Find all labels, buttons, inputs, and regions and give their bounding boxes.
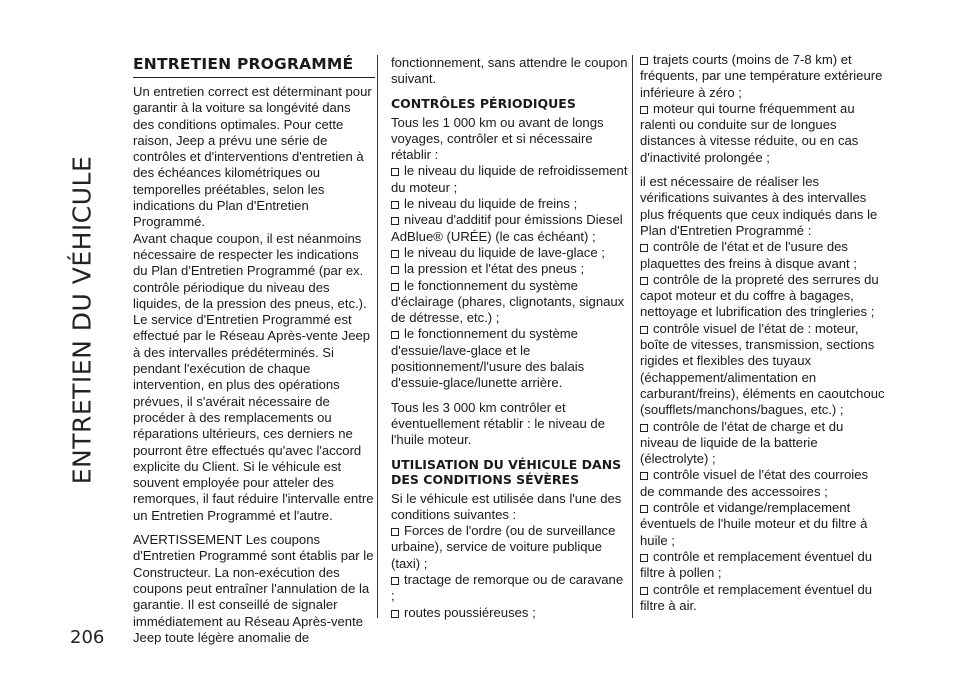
list-item: le niveau du liquide de freins ;: [391, 196, 629, 212]
checkbox-square-icon: [391, 250, 399, 258]
paragraph: Si le véhicule est utilisée dans l'une des conditions suivantes :: [391, 490, 622, 522]
checkbox-square-icon: [640, 472, 648, 480]
paragraph: Tous les 1 000 km ou avant de longs voyages, contrôler et si nécessaire rétablir :: [391, 114, 604, 163]
list-item: le fonctionnement du système d'éclairage (phares, clignotants, signaux de détresse, etc.) ;: [391, 277, 625, 326]
checkbox-square-icon: [640, 326, 648, 334]
checkbox-square-icon: [391, 168, 399, 176]
page-number: 206: [70, 627, 105, 648]
checkbox-square-icon: [640, 244, 648, 252]
checkbox-square-icon: [391, 266, 399, 274]
list-item: contrôle et vidange/remplacement éventuels de l'huile moteur et du filtre à huile ;: [640, 500, 868, 548]
list-item: routes poussiéreuses ;: [391, 605, 629, 621]
bullet-list: [640, 52, 885, 166]
list-item: contrôle et remplacement éventuel du filtre à pollen ;: [640, 548, 873, 581]
checkbox-square-icon: [391, 528, 399, 536]
checkbox-square-icon: [640, 424, 648, 432]
column-divider: [632, 55, 633, 618]
list-item: niveau d'additif pour émissions Diesel AdBlue® (URÉE) (le cas échéant) ;: [391, 212, 623, 244]
checkbox-square-icon: [391, 577, 399, 585]
list-item: la pression et l'état des pneus ;: [391, 261, 629, 277]
checkbox-square-icon: [640, 106, 648, 114]
paragraph: fonctionnement, sans attendre le coupon suivant.: [391, 55, 628, 87]
paragraph-warning: AVERTISSEMENT Les coupons d'Entretien Programmé sont établis par le Constructeur. La non-exécution des coupons peut entraîner l'annulation de la garantie. Il est conseillé de signaler immédiatement au Réseau Après-vente Jeep toute légère anomalie de: [133, 532, 374, 645]
checkbox-square-icon: [640, 277, 648, 285]
checkbox-square-icon: [391, 217, 399, 225]
chapter-side-title: ENTRETIEN DU VÉHICULE: [67, 155, 97, 485]
checkbox-square-icon: [391, 331, 399, 339]
bullet-list: [391, 523, 629, 621]
subsection-heading: UTILISATION DU VÉHICULE DANS DES CONDITIONS SÉVÈRES: [391, 456, 622, 487]
list-item: le fonctionnement du système d'essuie/lave-glace et le positionnement/l'usure des balais d'essuie-glace/lunette arrière.: [391, 326, 585, 391]
paragraph: Avant chaque coupon, il est néanmoins nécessaire de respecter les indications du Plan d'Entretien Programmé (par ex. contrôle périodique du niveau des liquides, de la pression des pneus, etc.). Le service d'Entretien Programmé est effectué par le Réseau Après-vente Jeep à des intervalles prédéterminés. Si pendant l'exécution de chaque intervention, en plus des opérations prévues, il s'avérait nécessaire de procéder à des remplacements ou réparations ultérieurs, ces derniers ne pourront être effectués qu'avec l'accord explicite du Client. Si le véhicule est souvent employée pour atteler des remorques, il faut réduire l'intervalle entre un Entretien Programmé et l'autre.: [133, 230, 374, 523]
list-item: moteur qui tourne fréquemment au ralenti ou conduite sur de longues distances à vitesse réduite, ou en cas d'inactivité prolongée ;: [640, 100, 859, 165]
paragraph: Tous les 3 000 km contrôler et éventuellement rétablir : le niveau de l'huile moteur.: [391, 399, 605, 448]
list-item: Forces de l'ordre (ou de surveillance urbaine), service de voiture publique (taxi) ;: [391, 523, 616, 571]
paragraph: Un entretien correct est déterminant pour garantir à la voiture sa longévité dans des conditions optimales. Pour cette raison, Jeep a prévu une série de contrôles et d'interventions d'entretien à des échéances kilométriques ou temporelles préétables, selon les indications du Plan d'Entretien Programmé.: [133, 84, 372, 230]
bullet-list: [640, 239, 885, 614]
checkbox-square-icon: [391, 610, 399, 618]
list-item: le niveau du liquide de lave-glace ;: [391, 245, 629, 261]
checkbox-square-icon: [640, 554, 648, 562]
list-item: tractage de remorque ou de caravane ;: [391, 572, 624, 604]
list-item: le niveau du liquide de refroidissement du moteur ;: [391, 163, 628, 195]
checkbox-square-icon: [640, 587, 648, 595]
bullet-list: [391, 163, 629, 391]
checkbox-square-icon: [640, 505, 648, 513]
column-1: [133, 55, 375, 646]
column-3: [640, 52, 885, 614]
checkbox-square-icon: [640, 57, 648, 65]
list-item: contrôle de la propreté des serrures du capot moteur et du coffre à bagages, nettoyage et lubrification des tringleries ;: [640, 271, 879, 320]
list-item: contrôle de l'état de charge et du niveau de liquide de la batterie (électrolyte) ;: [640, 418, 844, 467]
checkbox-square-icon: [391, 283, 399, 291]
list-item: contrôle visuel de l'état des courroies de commande des accessoires ;: [640, 467, 869, 499]
list-item: contrôle visuel de l'état de : moteur, boîte de vitesses, transmission, sections rigides et flexibles des tuyaux (échappement/alimentation en carburant/freins), éléments en caoutchouc (soufflets/manchons/bagues, etc.) ;: [640, 320, 885, 418]
paragraph: il est nécessaire de réaliser les vérifications suivantes à des intervalles plus fréquents que ceux indiqués dans le Plan d'Entretien Programmé :: [640, 174, 878, 238]
column-divider: [377, 55, 378, 618]
list-item: contrôle et remplacement éventuel du filtre à air.: [640, 581, 873, 613]
subsection-heading: CONTRÔLES PÉRIODIQUES: [391, 95, 576, 111]
list-item: contrôle de l'état et de l'usure des plaquettes des freins à disque avant ;: [640, 239, 857, 271]
list-item: trajets courts (moins de 7-8 km) et fréquents, par une température extérieure inférieure à zéro ;: [640, 52, 883, 100]
section-heading: ENTRETIEN PROGRAMMÉ: [133, 55, 375, 78]
checkbox-square-icon: [391, 201, 399, 209]
column-2: [391, 55, 629, 621]
